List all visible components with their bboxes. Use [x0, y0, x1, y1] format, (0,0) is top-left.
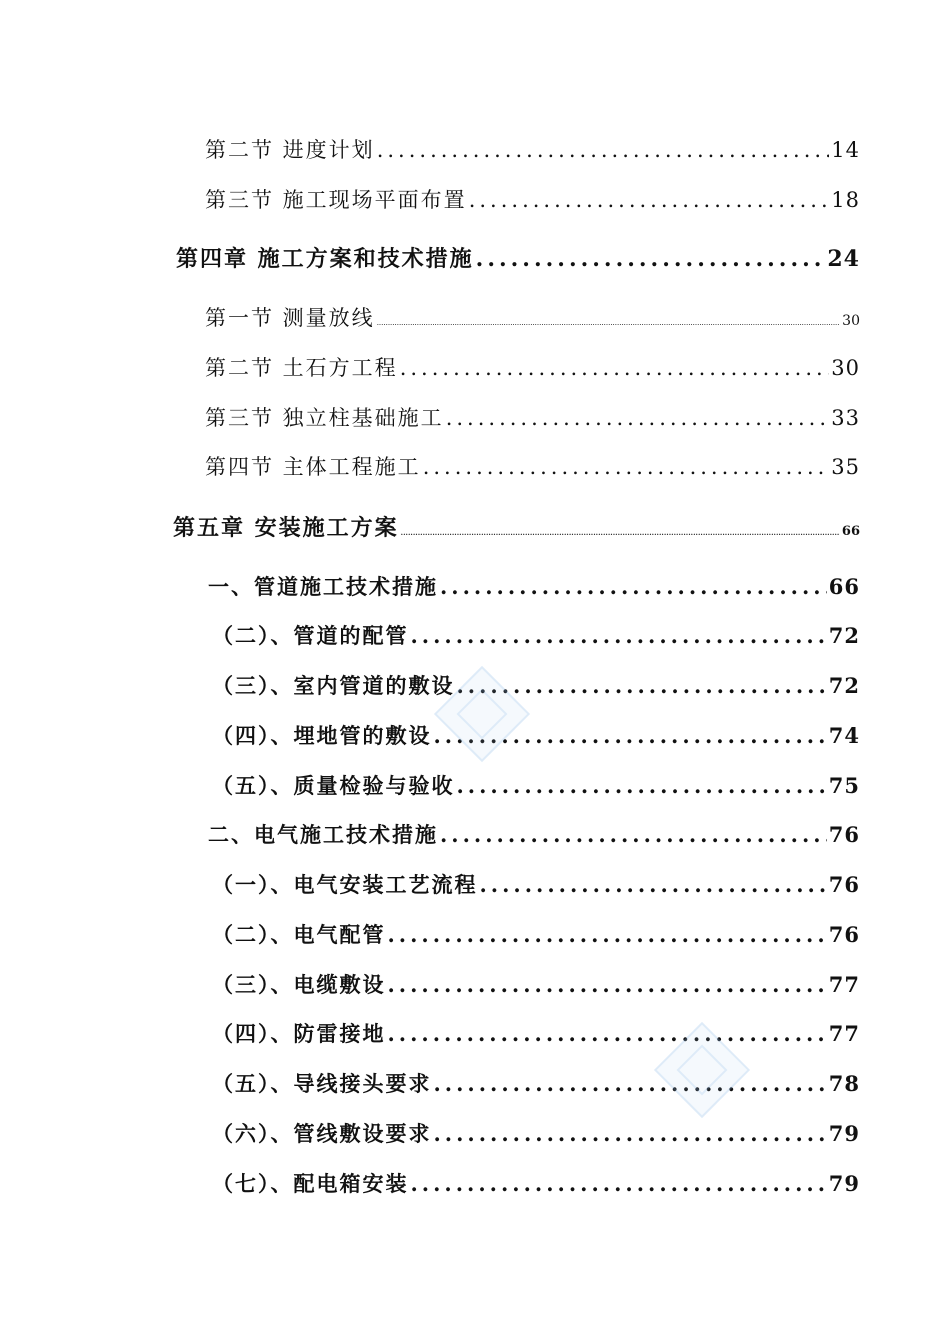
- toc-entry[interactable]: [212, 1068, 860, 1098]
- toc-entry-label: 第三节 施工现场平面布置: [205, 188, 467, 212]
- toc-chapter-entry[interactable]: [176, 242, 860, 273]
- toc-entry-label: （二）、电气配管: [212, 922, 386, 947]
- toc-entry-label: （四）、埋地管的敷设: [212, 723, 432, 748]
- dot-leader: [440, 822, 827, 847]
- toc-entry-page: 24: [827, 246, 860, 272]
- dot-leader: [469, 188, 830, 212]
- toc-entry-page: 14: [831, 138, 860, 162]
- toc-entry-page: 76: [828, 822, 860, 847]
- toc-entry-label: （五）、质量检验与验收: [212, 773, 455, 798]
- toc-entry-label: 第五章 安装施工方案: [173, 515, 399, 541]
- dot-leader: [457, 773, 827, 798]
- dot-leader: [446, 406, 830, 430]
- dot-leader: [411, 623, 827, 648]
- toc-entry-page: 33: [831, 406, 860, 430]
- toc-entry[interactable]: [205, 134, 860, 164]
- toc-entry-page: 72: [828, 623, 860, 648]
- toc-entry-page: 66: [828, 574, 860, 599]
- toc-entry[interactable]: [212, 969, 860, 999]
- toc-entry-page: 66: [841, 524, 860, 539]
- toc-entry-page: 18: [831, 188, 860, 212]
- toc-entry-label: （二）、管道的配管: [212, 623, 409, 648]
- toc-entry-page: 76: [828, 872, 860, 897]
- toc-entry-page: 77: [828, 1021, 860, 1046]
- toc-entry-label: 二、电气施工技术措施: [208, 822, 438, 847]
- toc-entry-label: （一）、电气安装工艺流程: [212, 872, 478, 897]
- dot-leader: [434, 1121, 827, 1146]
- toc-chapter-entry[interactable]: [173, 511, 860, 542]
- dot-leader: [388, 1021, 827, 1046]
- dot-leader: [388, 972, 827, 997]
- toc-entry-label: 第四节 主体工程施工: [205, 455, 421, 479]
- dot-leader: [434, 1071, 827, 1096]
- toc-entry-label: 第二节 进度计划: [205, 138, 375, 162]
- dot-leader: [388, 922, 827, 947]
- toc-entry[interactable]: [212, 919, 860, 949]
- dot-leader: [440, 574, 827, 599]
- toc-entry-page: 79: [828, 1121, 860, 1146]
- toc-entry-label: （五）、导线接头要求: [212, 1071, 432, 1096]
- toc-entry-label: 第二节 土石方工程: [205, 356, 398, 380]
- toc-entry[interactable]: [212, 620, 860, 650]
- toc-entry[interactable]: [205, 451, 860, 481]
- toc-entry-page: 30: [842, 313, 860, 329]
- toc-entry[interactable]: [212, 720, 860, 750]
- dot-leader: [423, 455, 830, 479]
- toc-entry[interactable]: [212, 1018, 860, 1048]
- toc-entry-page: 76: [828, 922, 860, 947]
- toc-entry-label: 第四章 施工方案和技术措施: [176, 246, 474, 272]
- toc-entry-label: （四）、防雷接地: [212, 1021, 386, 1046]
- toc-entry[interactable]: [212, 770, 860, 800]
- toc-entry-page: 77: [828, 972, 860, 997]
- toc-entry-page: 75: [828, 773, 860, 798]
- toc-entry-page: 74: [828, 723, 860, 748]
- toc-entry-page: 78: [828, 1071, 860, 1096]
- toc-entry-label: （三）、电缆敷设: [212, 972, 386, 997]
- toc-entry-label: （三）、室内管道的敷设: [212, 673, 455, 698]
- toc-entry-label: 第一节 测量放线: [205, 306, 375, 330]
- toc-entry-label: （六）、管线敷设要求: [212, 1121, 432, 1146]
- toc-entry[interactable]: [205, 302, 860, 332]
- toc-entry[interactable]: [205, 352, 860, 382]
- toc-entry[interactable]: [212, 869, 860, 899]
- dot-leader: [401, 528, 840, 537]
- toc-entry-label: 第三节 独立柱基础施工: [205, 406, 444, 430]
- toc-entry[interactable]: [208, 571, 860, 601]
- toc-entry-page: 35: [831, 455, 860, 479]
- toc-entry[interactable]: [208, 819, 860, 849]
- dot-leader: [480, 872, 827, 897]
- dot-leader: [457, 673, 827, 698]
- toc-entry-label: （七）、配电箱安装: [212, 1171, 409, 1196]
- toc-entry-page: 30: [831, 356, 860, 380]
- toc-entry[interactable]: [212, 670, 860, 700]
- toc-entry[interactable]: [212, 1168, 860, 1198]
- toc-entry-page: 79: [828, 1171, 860, 1196]
- dot-leader: [400, 356, 830, 380]
- dot-leader: [411, 1171, 827, 1196]
- toc-entry[interactable]: [205, 402, 860, 432]
- dot-leader: [377, 319, 840, 327]
- dot-leader: [377, 138, 830, 162]
- toc-entry-page: 72: [828, 673, 860, 698]
- dot-leader: [476, 246, 826, 272]
- toc-entry[interactable]: [212, 1118, 860, 1148]
- toc-entry[interactable]: [205, 184, 860, 214]
- toc-entry-label: 一、管道施工技术措施: [208, 574, 438, 599]
